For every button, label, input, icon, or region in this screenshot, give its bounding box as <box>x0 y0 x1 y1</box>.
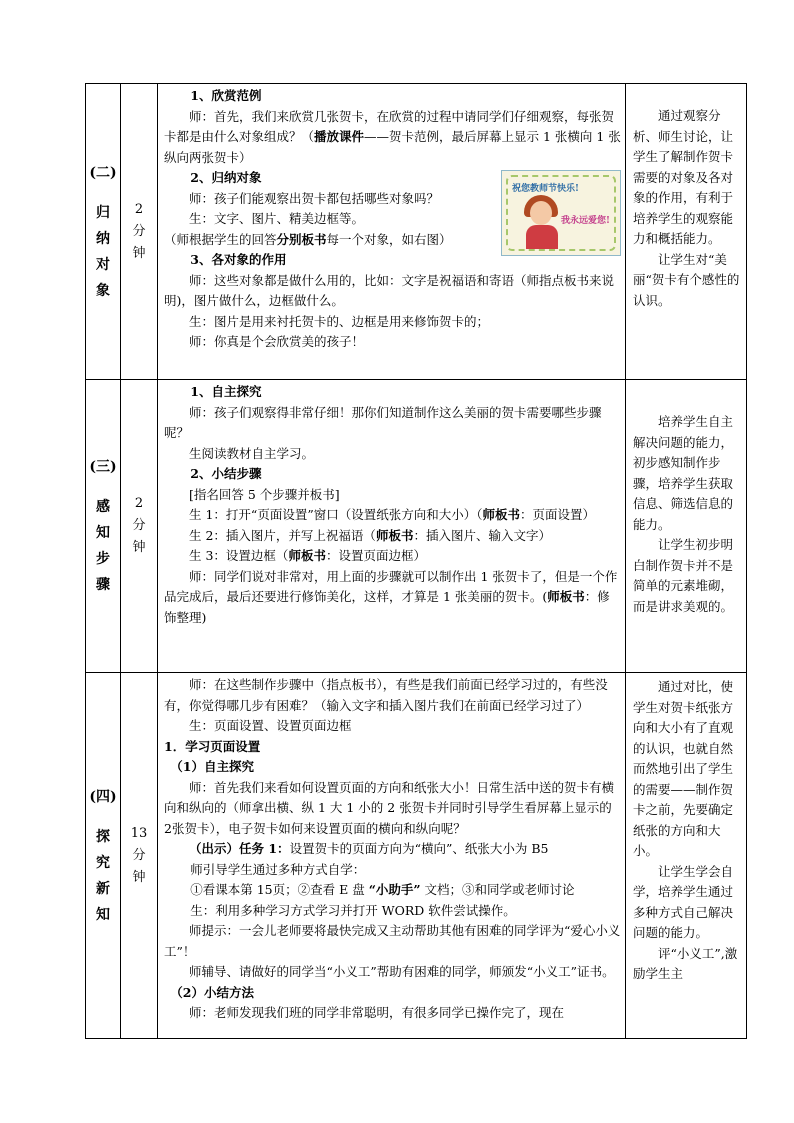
goal-text: 培养学生自主解决问题的能力，初步感知制作步骤，培养学生获取信息、筛选信息的能力。 <box>633 414 734 532</box>
paragraph: 师：首先，我们来欣赏几张贺卡，在欣赏的过程中请同学们仔细观察，每张贺卡都是由什么对象组成？（播放课件——贺卡范例，最后屏幕上显示 1 张横向 1 张纵向两张贺卡） <box>164 108 621 165</box>
time-cell <box>121 84 158 380</box>
section-heading: 2、小结步骤 <box>190 466 262 481</box>
paragraph: 师：孩子们能观察出贺卡都包括哪些对象吗？ <box>189 190 440 206</box>
goal-text: 让学生学会自学，培养学生通过多种方式自己解决问题的能力。 <box>633 863 734 940</box>
paragraph: 生 1：打开“页面设置”窗口（设置纸张方向和大小）（师板书：页面设置） <box>189 507 595 522</box>
paragraph: 生：利用多种学习方式学习并打开 WORD 软件尝试操作。 <box>190 902 516 918</box>
stage-char: 知 <box>96 906 110 923</box>
stage-number: (四) <box>89 788 117 805</box>
paragraph: 师：你真是个会欣赏美的孩子！ <box>189 334 365 349</box>
content-cell <box>158 84 626 380</box>
section-heading: 2、归纳对象 <box>190 170 262 185</box>
time-unit: 钟 <box>132 245 146 261</box>
goal-text: 让学生对“美丽“贺卡有个感性的认识。 <box>633 251 740 308</box>
time-unit: 分 <box>132 847 146 863</box>
stage-char: 纳 <box>96 230 110 247</box>
greeting-card-image <box>501 170 621 256</box>
time-unit: 钟 <box>132 869 146 885</box>
paragraph: 生：页面设置、设置页面边框 <box>189 718 352 733</box>
stage-char: 象 <box>96 282 110 299</box>
paragraph: 生 3：设置边框（师板书：设置页面边框） <box>189 548 426 563</box>
goal-text: 通过对比，使学生对贺卡纸张方向和大小有了直观的认识，也就自然而然地引出了学生的需要——制作贺卡之前，先要确定纸张的方向和大小。 <box>633 679 734 858</box>
section-heading: （1）自主探究 <box>170 759 254 774</box>
paragraph: 师：在这些制作步骤中（指点板书），有些是我们前面已经学习过的，有些没有，你觉得哪几步有困难？（输入文字和插入图片我们在前面已经学习过了） <box>164 677 608 713</box>
time-cell <box>121 673 158 1039</box>
goal-cell <box>626 84 747 380</box>
paragraph: 生阅读教材自主学习。 <box>189 445 315 461</box>
content-cell <box>158 673 626 1039</box>
goal-text: 评“小义工”,激励学生主 <box>633 945 738 981</box>
stage-char: 探 <box>96 828 110 845</box>
time-cell <box>121 380 158 673</box>
paragraph: [指名回答 5 个步骤并板书] <box>189 486 340 502</box>
paragraph: ①看课本第 15页；②查看 E 盘 “小助手” 文档；③和同学或老师讨论 <box>190 882 575 897</box>
section-heading: 1．学习页面设置 <box>164 738 261 754</box>
goal-text: 通过观察分析、师生讨论，让学生了解制作贺卡需要的对象及各对象的作用，有利于培养学生的观察能力和概括能力。 <box>633 108 734 246</box>
time-value: 2 <box>134 201 144 217</box>
paragraph: 生：图片是用来衬托贺卡的、边框是用来修饰贺卡的； <box>189 313 490 329</box>
paragraph: 师：这些对象都是做什么用的，比如：文字是祝福语和寄语（师指点板书来说明)，图片做什么，边框做什么。 <box>164 272 615 308</box>
stage-char: 知 <box>96 525 110 541</box>
paragraph: 师：首先我们来看如何设置页面的方向和纸张大小！日常生活中送的贺卡有横向和纵向的（师拿出横、纵 1 大 1 小的 2 张贺卡并同时引导学生看屏幕上显示的 2张贺卡），电子贺卡如何来设置页面的横向和纵向呢？ <box>164 779 615 836</box>
section-heading: 3、各对象的作用 <box>190 252 287 267</box>
section-heading: 1、自主探究 <box>190 384 262 399</box>
table-row <box>86 84 747 380</box>
content-cell <box>158 380 626 673</box>
card-text: 祝您教师节快乐! <box>512 184 579 194</box>
time-value: 2 <box>134 496 144 511</box>
stage-char: 骤 <box>96 577 110 593</box>
stage-char: 归 <box>96 204 110 221</box>
stage-cell <box>86 673 121 1039</box>
stage-cell <box>86 84 121 380</box>
paragraph: 生 2：插入图片，并写上祝福语（师板书：插入图片、输入文字） <box>189 527 551 543</box>
time-unit: 钟 <box>132 540 146 555</box>
paragraph: （出示）任务 1：设置贺卡的页面方向为“横向”、纸张大小为 B5 <box>189 841 549 856</box>
time-unit: 分 <box>132 223 146 239</box>
time-unit: 分 <box>132 518 146 533</box>
stage-number: (二) <box>89 164 117 181</box>
paragraph: 师：同学们说对非常对，用上面的步骤就可以制作出 1 张贺卡了，但是一个作品完成后，最后还要进行修饰美化，这样，才算是 1 张美丽的贺卡。(师板书：修饰整理) <box>164 568 618 625</box>
paragraph: （师根据学生的回答分别板书每一个对象，如右图） <box>164 231 452 247</box>
card-text: 我永远爱您! <box>561 216 610 226</box>
paragraph: 生：文字、图片、精美边框等。 <box>189 211 365 226</box>
table-row <box>86 673 747 1039</box>
section-heading: 1、欣赏范例 <box>190 88 262 103</box>
stage-cell <box>86 380 121 673</box>
section-heading: （2）小结方法 <box>170 984 254 1000</box>
paragraph: 师：孩子们观察得非常仔细！那你们知道制作这么美丽的贺卡需要哪些步骤呢？ <box>164 404 602 440</box>
stage-number: (三) <box>89 459 117 475</box>
goal-cell <box>626 673 747 1039</box>
table-row <box>86 380 747 673</box>
goal-text: 让学生初步明白制作贺卡并不是简单的元素堆砌，而是讲求美观的。 <box>633 537 734 614</box>
stage-char: 步 <box>96 551 110 567</box>
time-value: 13 <box>130 825 148 841</box>
stage-char: 对 <box>96 256 110 273</box>
stage-char: 究 <box>96 854 110 871</box>
stage-char: 新 <box>96 880 110 897</box>
paragraph: 师：老师发现我们班的同学非常聪明，有很多同学已操作完了，现在 <box>189 1005 565 1020</box>
paragraph: 师辅导、请做好的同学当“小义工”帮助有困难的同学，师颁发“小义工”证书。 <box>189 964 615 979</box>
paragraph: 师提示：一会儿老师要将最快完成又主动帮助其他有困难的同学评为“爱心小义工”！ <box>164 923 621 959</box>
paragraph: 师引导学生通过多种方式自学： <box>190 861 366 877</box>
lesson-plan-table <box>85 83 747 1039</box>
goal-cell <box>626 380 747 673</box>
stage-char: 感 <box>96 499 110 515</box>
